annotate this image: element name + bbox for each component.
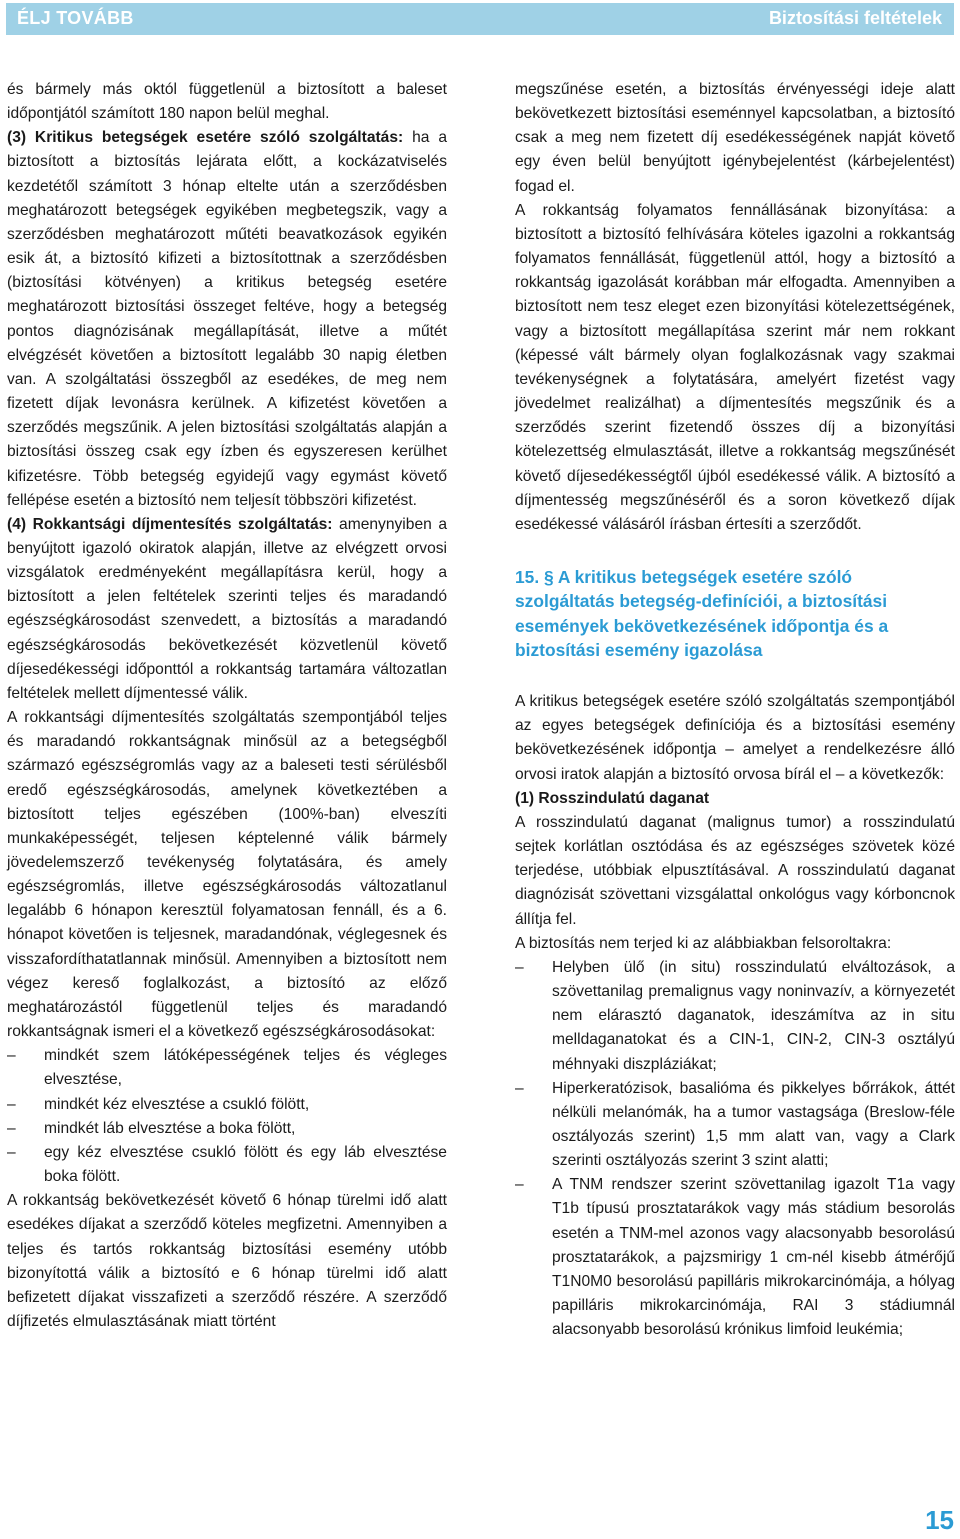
list-item <box>7 1141 447 1189</box>
paragraph: A rosszindulatú daganat (malignus tumor) a rosszindulatú sejtek korlátlan osztódása és az egészséges szövetek közé terjedése, utóbbiak elpusztításával. A rosszindulatú daganat diagnózisát szövettani vizsgálattal onkológus vagy kórboncnok állítja fel. <box>515 813 955 928</box>
section-title: Biztosítási feltételek <box>768 8 942 28</box>
paragraph: A rokkantság bekövetkezését követő 6 hónap türelmi idő alatt esedékes díjakat a szerződő köteles megfizetni. Amennyiben a teljes és tartós rokkantság biztosítási esemény utóbb bizonyítottá válik a biztosító e 6 hónap türelmi idő alatt befizetett díjakat visszafizeti a szerződő részére. A szerződő díjfizetés elmulasztásának miatt történt <box>7 1192 447 1330</box>
clause-text: ha a biztosított a biztosítás lejárata előtt, a kockázatviselés kezdetétől számított 3 hónap eltelte után a szerződésben meghatározott betegségek egyikében megbetegszik, vagy a szerződésben meghatározott műtéti beavatkozások egyikén esik át, a biztosító kifizeti a biztosítottnak a szerződésben (biztosítási kötvényen) a kritikus betegség esetére meghatározott biztosítási összeget feltéve, hogy a betegség pontos diagnózisának megállapítását, illetve a műtét elvégzését követően a biztosított legalább 30 napig életben van. A szolgáltatási összegből az esedékes, de meg nem fizetett díjak levonásra kerülnek. A kifizetést követően a szerződés megszűnik. A jelen biztosítási szolgáltatás alapján a biztosítási összeg csak egy ízben és egyszeresen kerülhet kifizetésre. Több betegség egyidejű vagy egymást követő fellépése esetén a biztosító nem teljesít többszöri kifizetést. <box>7 129 448 509</box>
list-item-text: Helyben ülő (in situ) rosszindulatú elváltozások, a szövettanilag premalignus vagy noninvazív, a környezetét nem elárasztó daganatok, ideszámítva az in situ melldaganatokat és a CIN-1, CIN-2, CIN-3 osztályú méhnyaki diszpláziákat; <box>552 958 955 1073</box>
list-item-text: Hiperkeratózisok, basalióma és pikkelyes bőrrákok, áttét nélküli melanómák, ha a tumor vastagsága (Breslow-féle osztályozás szerint) 1,5 mm alatt van, vagy a Clark szerinti osztályozás szerint 3 szint alatti; <box>552 1079 955 1170</box>
list-item-text: mindkét szem látóképességének teljes és végleges elvesztése, <box>44 1047 447 1089</box>
page-number: 15 <box>925 1505 954 1535</box>
brand-title: ÉLJ TOVÁBB <box>17 8 134 28</box>
paragraph: A rokkantsági díjmentesítés szolgáltatás szempontjából teljes és maradandó rokkantságnak minősül az a betegségből származó egészségromlás vagy az a baleseti testi sérülésből eredő egészségkárosodás, amelynek következtében a biztosított teljes egészében (100%-ban) elveszíti munkaképességét, teljesen képtelenné válik bármely jövedelemszerző tevékenység folytatására, és amely egészségromlás, illetve egészségkárosodás változatlanul legalább 6 hónapon keresztül folyamatosan fennáll, és a 6. hónapot követően is teljesnek, maradandónak, véglegesnek és visszafordíthatatlannak minősül. Amennyiben a biztosított nem végez kereső foglalkozást, a biztosító az előző meghatározástól függetlenül teljes és maradandó rokkantságnak ismeri el a következő egészségkárosodásokat: <box>7 709 447 1041</box>
list-dash: – <box>7 1119 16 1137</box>
paragraph: A biztosítás nem terjed ki az alábbiakban felsoroltakra: <box>515 934 892 952</box>
list-item <box>515 956 955 1077</box>
list-dash: – <box>515 1176 524 1194</box>
paragraph: megszűnése esetén, a biztosítás érvényességi ideje alatt bekövetkezett biztosítási eseménnyel kapcsolatban, a biztosító csak a meg nem fizetett díj esedékességének napját követő egy éven belül benyújtott igénybejelentést (kárbejelentést) fogad el. <box>515 81 955 195</box>
paragraph <box>7 126 447 513</box>
list-item-text: mindkét láb elvesztése a boka fölött, <box>44 1119 296 1137</box>
clause-title: (3) Kritikus betegségek esetére szóló szolgáltatás: <box>7 129 404 147</box>
section-heading: 15. § A kritikus betegségek esetére szóló szolgáltatás betegség-definíciói, a biztosítási események bekövetkezésének időpontja és a biztosítási esemény igazolása <box>515 566 889 660</box>
clause-text: amenynyiben a benyújtott igazoló okiratok alapján, illetve az elvégzett orvosi vizsgálatok eredményeként megállapításra kerül, hogy a biztosított a jelen feltételek szerinti teljes és maradandó egészségkárosodást szenvedett, a biztosítás a maradandó egészségkárosodás bekövetkezését közvetlenül követő díjesedékességi időponttól a rokkantság tartamára változatlan feltételek mellett díjmentessé válik. <box>7 515 447 702</box>
subsection-heading: (1) Rosszindulatú daganat <box>515 789 710 807</box>
clause-title: (4) Rokkantsági díjmentesítés szolgáltatás: <box>7 515 333 533</box>
right-column <box>515 78 955 1342</box>
list-dash: – <box>515 958 524 976</box>
paragraph: A rokkantság folyamatos fennállásának bizonyítása: a biztosított a biztosító felhívására köteles igazolni a rokkantság folyamatos fennállását, függetlenül attól, hogy a biztosító a rokkantság igazolását korábban már elfogadta. Amennyiben a biztosított nem tesz eleget ezen bizonyítási kötelezettségének, vagy a biztosított megállapítása szerint már nem rokkant (képessé vált bármely olyan foglalkozásnak vagy szakmai tevékenységnek a folytatására, amelyért fizetést vagy jövedelmet realizálhat) a díjmentesítés megszűnik és a szerződés szerint fizetendő összes díj a bizonyítási kötelezettség elmulasztását, illetve a rokkantság megszűnését követő díjesedékességtől újból esedékessé válik. A biztosító a díjmentesség megszűnéséről és a soron következő díjak esedékessé válásáról írásban értesíti a szerződőt. <box>515 201 955 533</box>
header-bar <box>6 3 954 35</box>
list-item-text: A TNM rendszer szerint szövettanilag igazolt T1a vagy T1b típusú prosztatarákok vagy más stádium besorolás esetén a TNM-mel azonos vagy alacsonyabb besorolású prosztatarákok, a pajzsmirigy 1 cm-nél kisebb átmérőjű T1N0M0 besorolású papilláris mikrokarcinómája, a hólyag papilláris mikrokarcinómája, RAI 3 stádiumnál alacsonyabb besorolású krónikus limfoid leukémia; <box>552 1176 955 1339</box>
list-dash: – <box>7 1143 16 1161</box>
list-item <box>7 1117 447 1141</box>
list-dash: – <box>7 1095 16 1113</box>
paragraph: és bármely más októl függetlenül a biztosított a baleset időpontjától számított 180 napon belül meghal. <box>7 81 447 123</box>
list-dash: – <box>7 1047 16 1065</box>
list-item <box>7 1093 447 1117</box>
list-dash: – <box>515 1079 524 1097</box>
list-item <box>515 1173 955 1342</box>
list-item <box>515 1077 955 1174</box>
list-item-text: egy kéz elvesztése csukló fölött és egy láb elvesztése boka fölött. <box>44 1143 447 1186</box>
paragraph: A kritikus betegségek esetére szóló szolgáltatás szempontjából az egyes betegségek definíciója és a biztosítási esemény bekövetkezésének időpontja – amelyet a rendelkezésre álló orvosi iratok alapján a biztosító orvosa bírál el – a következők: <box>515 693 955 783</box>
paragraph <box>7 513 447 706</box>
list-item <box>7 1044 447 1092</box>
list-item-text: mindkét kéz elvesztése a csukló fölött, <box>44 1095 310 1113</box>
left-column <box>7 78 447 1334</box>
